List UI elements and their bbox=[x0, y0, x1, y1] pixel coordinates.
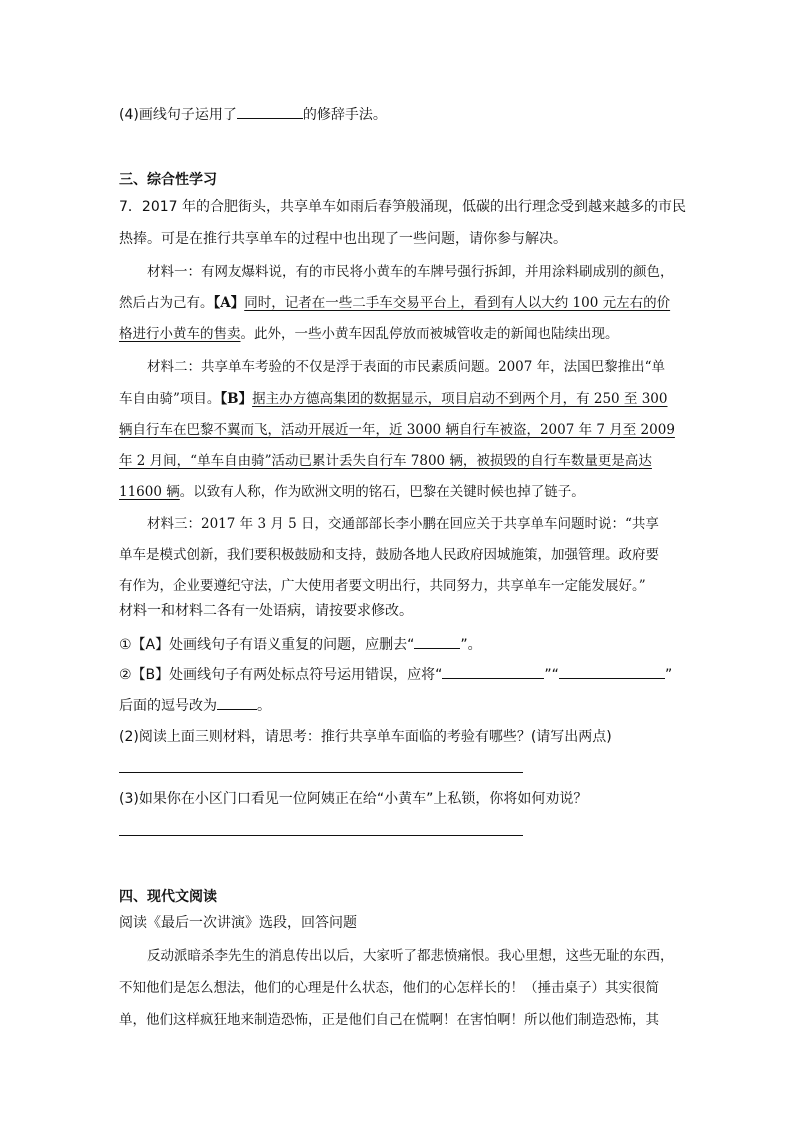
passage-line-1: 反动派暗杀李先生的消息传出以后，大家听了都悲愤痛恨。我心里想，这些无耻的东西， bbox=[147, 948, 674, 964]
question-7-line-1: 7．2017 年的合肥街头，共享单车如雨后春笋般涌现，低碳的出行理念受到越来越多的市民 bbox=[119, 199, 686, 215]
question-1b-line-2-text-before: 后面的逗号改为 bbox=[119, 698, 217, 714]
answer-blank[interactable] bbox=[442, 664, 544, 679]
question-1b-line bbox=[119, 664, 672, 685]
section-4-intro: 阅读《最后一次讲演》选段，回答问题 bbox=[119, 915, 357, 931]
question-1-intro: 材料一和材料二各有一处语病，请按要求修改。 bbox=[119, 603, 413, 619]
material-2-text-end: 。以致有人称，作为欧洲文明的铭石，巴黎在关键时候也掉了链子。 bbox=[179, 484, 585, 500]
question-1b-line-2 bbox=[119, 695, 271, 716]
marker-a: 【A】 bbox=[213, 295, 245, 311]
material-2-text: 车自由骑”项目。 bbox=[119, 391, 221, 407]
material-1-line-1: 材料一：有网友爆料说，有的市民将小黄车的车牌号强行拆卸，并用涂料刷成别的颜色， bbox=[147, 264, 674, 280]
question-4-line bbox=[119, 104, 387, 125]
underlined-sentence-a-end: 格进行小黄车的售卖 bbox=[119, 326, 241, 342]
question-1a-text-before: ①【A】处画线句子有语义重复的问题，应删去“ bbox=[119, 637, 415, 653]
answer-line[interactable] bbox=[119, 835, 523, 836]
material-2-line-5 bbox=[119, 482, 585, 502]
answer-blank[interactable] bbox=[559, 664, 665, 679]
answer-blank[interactable] bbox=[237, 104, 303, 119]
question-1b-text-before: ②【B】处画线句子有两处标点符号运用错误，应将“ bbox=[119, 667, 443, 683]
underlined-sentence-b: 据主办方德高集团的数据显示，项目启动不到两个月，有 250 至 300 bbox=[252, 391, 668, 407]
material-2-line-2 bbox=[119, 389, 668, 409]
section-3-heading: 三、综合性学习 bbox=[119, 172, 217, 188]
material-3-line-2: 单车是模式创新，我们要积极鼓励和支持，鼓励各地人民政府因城施策，加强管理。政府要 bbox=[119, 547, 659, 563]
material-1-line-2 bbox=[119, 293, 670, 313]
material-1-text: 然后占为己有。 bbox=[119, 295, 214, 311]
question-1b-line-2-text-after: 。 bbox=[257, 698, 271, 714]
material-2-line-3: 辆自行车在巴黎不翼而飞，活动开展近一年，近 3000 辆自行车被盗，2007 年 7 月至 2009 bbox=[119, 422, 675, 438]
question-1a-line bbox=[119, 634, 482, 655]
question-4-text-before: (4)画线句子运用了 bbox=[119, 107, 237, 123]
answer-line[interactable] bbox=[119, 772, 523, 773]
material-1-line-3 bbox=[119, 324, 619, 344]
question-7-line-2: 热捧。可是在推行共享单车的过程中也出现了一些问题，请你参与解决。 bbox=[119, 231, 567, 247]
underlined-sentence-b-end: 11600 辆 bbox=[119, 484, 180, 500]
question-1b-text-end: ” bbox=[664, 667, 673, 683]
marker-b: 【B】 bbox=[220, 391, 253, 407]
material-2-line-1: 材料二：共享单车考验的不仅是浮于表面的市民素质问题。2007 年，法国巴黎推出“单 bbox=[147, 359, 666, 375]
underlined-sentence-a: 同时，记者在一些二手车交易平台上，看到有人以大约 100 元左右的价 bbox=[244, 295, 671, 311]
section-4-heading: 四、现代文阅读 bbox=[119, 889, 217, 905]
material-2-line-4: 年 2 月间，“单车自由骑”活动已累计丢失自行车 7800 辆，被损毁的自行车数量更是高达 bbox=[119, 453, 652, 469]
question-1b-text-mid: ”“ bbox=[544, 667, 559, 683]
material-3-line-1: 材料三：2017 年 3 月 5 日，交通部部长李小鹏在回应关于共享单车问题时说：“共享 bbox=[147, 516, 659, 532]
passage-line-3: 单，他们这样疯狂地来制造恐怖，正是他们自己在慌啊！在害怕啊！所以他们制造恐怖，其 bbox=[119, 1012, 659, 1028]
question-1a-text-after: ”。 bbox=[460, 637, 482, 653]
answer-blank[interactable] bbox=[217, 695, 257, 710]
question-2: (2)阅读上面三则材料，请思考：推行共享单车面临的考验有哪些？(请写出两点) bbox=[119, 729, 612, 745]
material-1-text-end: 。此外，一些小黄车因乱停放而被城管收走的新闻也陆续出现。 bbox=[240, 326, 619, 342]
question-3: (3)如果你在小区门口看见一位阿姨正在给“小黄车”上私锁，你将如何劝说？ bbox=[119, 791, 588, 807]
question-4-text-after: 的修辞手法。 bbox=[302, 107, 387, 123]
answer-blank[interactable] bbox=[414, 634, 460, 649]
passage-line-2: 不知他们是怎么想法，他们的心理是什么状态，他们的心怎样长的！（捶击桌子）其实很简 bbox=[119, 980, 659, 996]
material-3-line-3: 有作为，企业要遵纪守法，广大使用者要文明出行，共同努力，共享单车一定能发展好。” bbox=[119, 578, 646, 594]
